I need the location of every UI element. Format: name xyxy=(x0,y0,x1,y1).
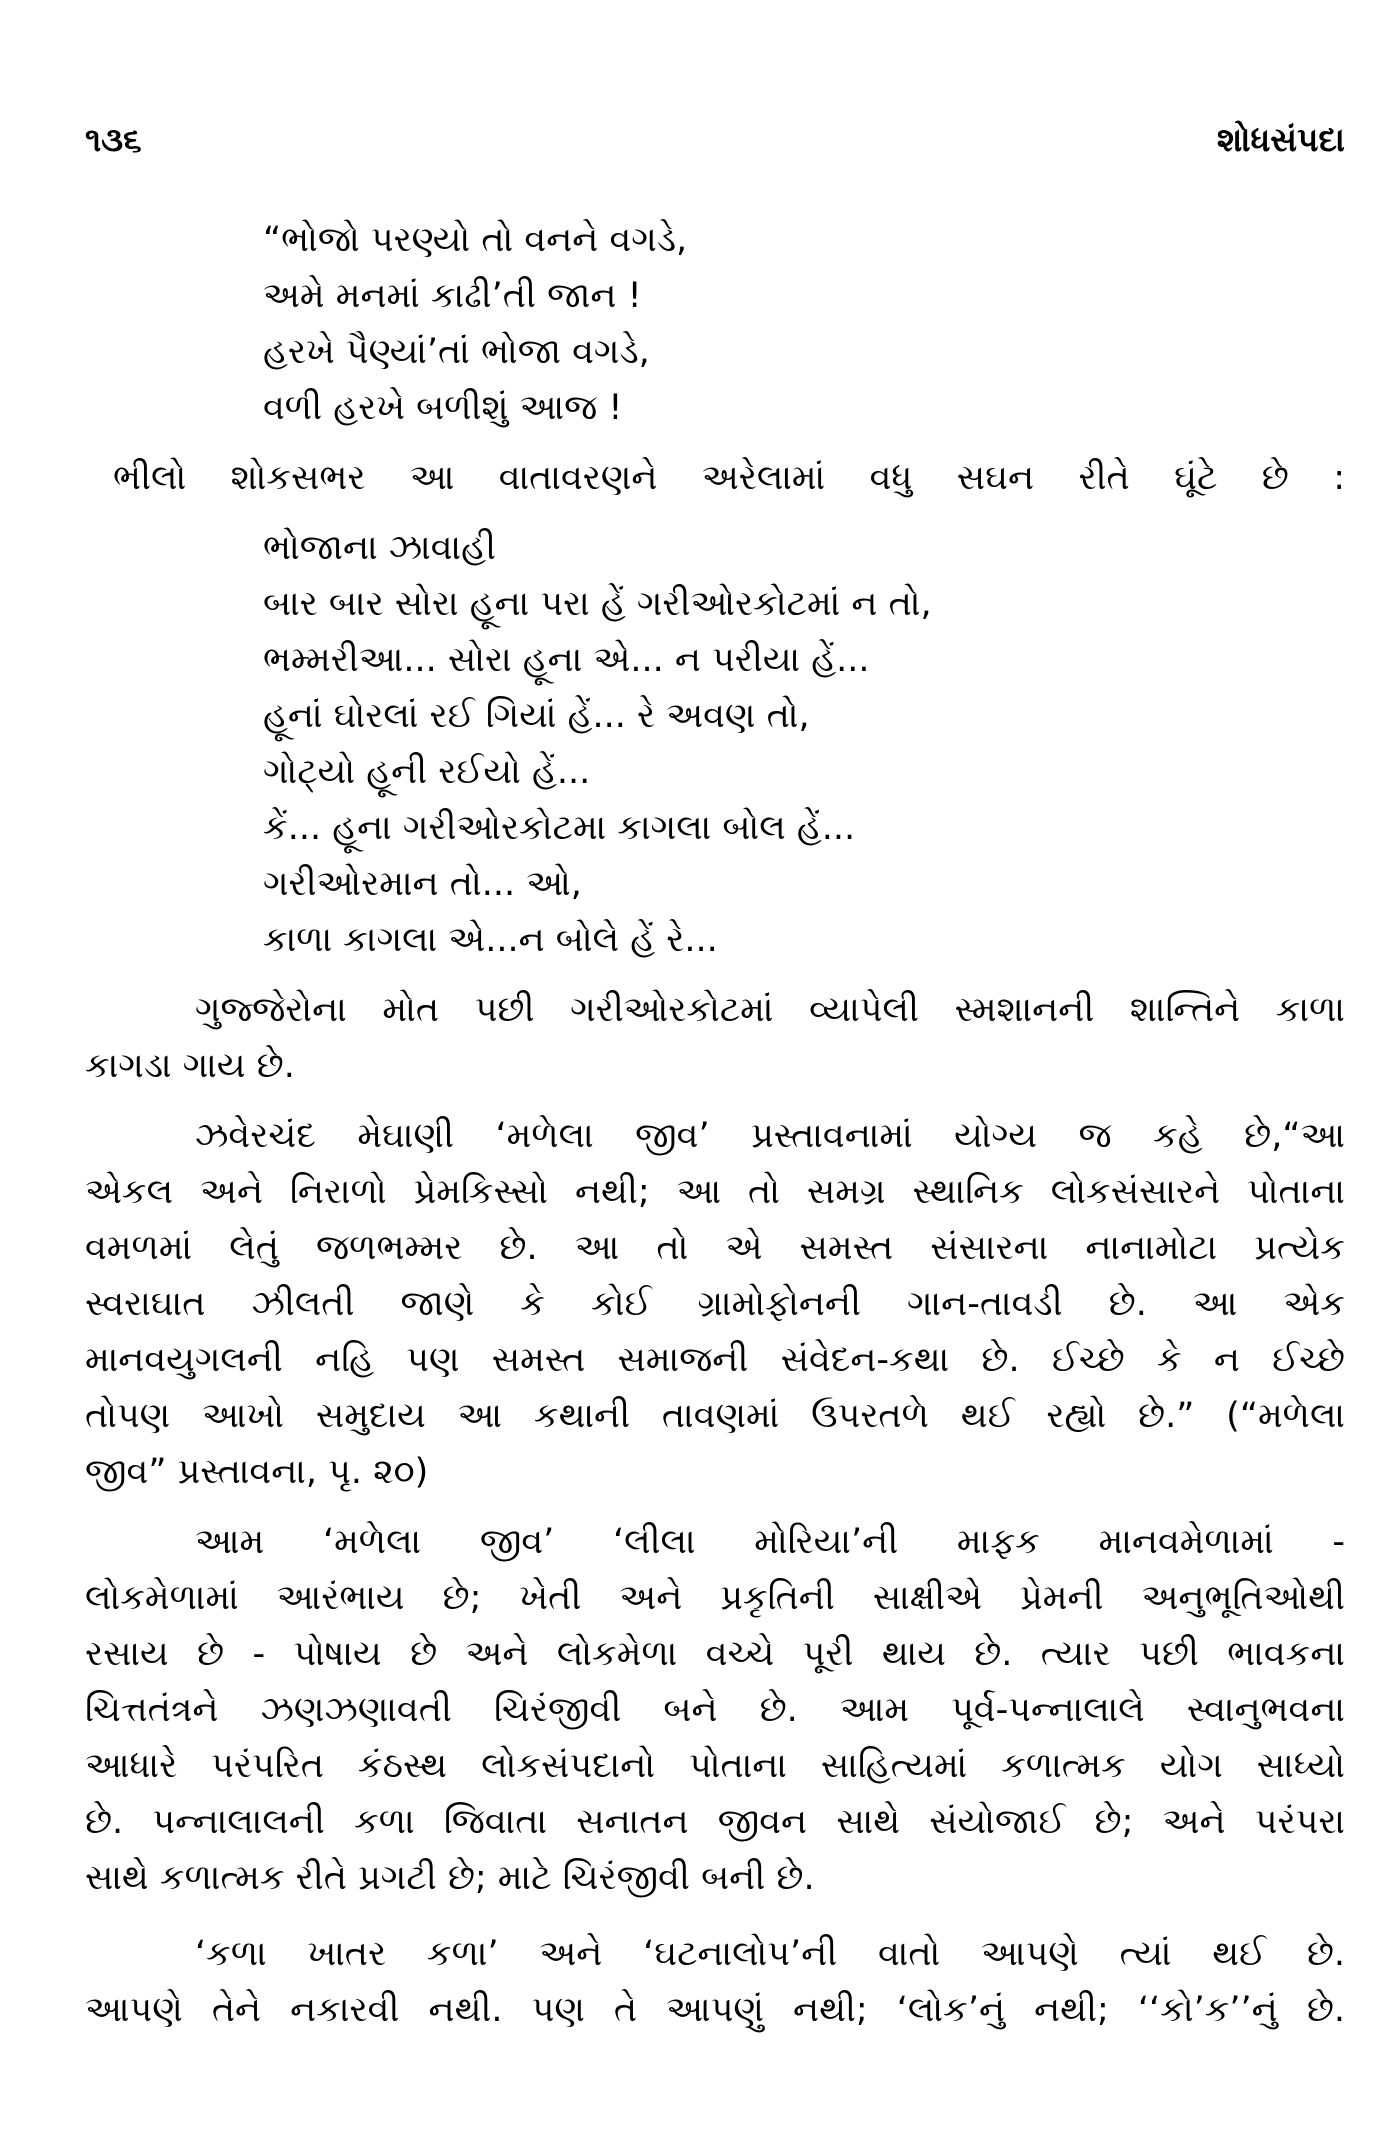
verse-line: હરખે પૈણ્યાં’તાં ભોજા વગડે, xyxy=(263,332,650,372)
verse-line: ગરીઓરમાન તો... ઓ, xyxy=(263,864,582,904)
body-line: તોપણ આખો સમુદાય આ કથાની તાવણમાં ઉપરતળે થઈ રહ્યો છે.” (“મળેલા xyxy=(85,1396,1345,1436)
verse-line: “ભોજો પરણ્યો તો વનને વગડે, xyxy=(263,220,688,260)
body-line: ગુજ્જેરોના મોત પછી ગરીઓરકોટમાં વ્યાપેલી સ્મશાનની શાન્તિને કાળા xyxy=(195,990,1345,1030)
body-line: આપણે તેને નકારવી નથી. પણ તે આપણું નથી; ‘લોક’નું નથી; ‘‘કો’ક’’નું છે. xyxy=(85,1990,1345,2030)
verse-line: બાર બાર સોરા હૂના પરા હેં ગરીઓરકોટમાં ન તો, xyxy=(263,584,932,624)
verse-line: કાળા કાગલા એ...ન બોલે હેં રે... xyxy=(263,920,718,960)
paragraph-4 xyxy=(85,1926,1345,2038)
page-number: ૧૩૬ xyxy=(85,120,142,159)
body-line: છે. પન્નાલાલની કળા જિવાતા સનાતન જીવન સાથે સંયોજાઈ છે; અને પરંપરા xyxy=(85,1802,1345,1842)
body-line: માનવયુગલની નહિ પણ સમસ્ત સમાજની સંવેદન-કથા છે. ઈચ્છે કે ન ઈચ્છે xyxy=(85,1340,1345,1380)
body-line: આમ ‘મળેલા જીવ’ ‘લીલા મોરિયા’ની માફક માનવમેળામાં - xyxy=(195,1522,1345,1562)
verse-line: ભોજાના ઝાવાહી xyxy=(263,528,497,568)
body-line: ‘કળા ખાતર કળા’ અને ‘ઘટનાલોપ’ની વાતો આપણે ત્યાં થઈ છે. xyxy=(195,1934,1345,1974)
intro-line: ભીલો શોકસભર આ વાતાવરણને અરેલામાં વધુ સઘન રીતે ઘૂંટે છે : xyxy=(113,458,1345,498)
paragraph-2 xyxy=(85,1108,1345,1500)
verse-line: ભમ્મરીઆ... સોરા હૂના એ... ન પરીયા હેં... xyxy=(263,640,870,680)
verse-line: કેં... હૂના ગરીઓરકોટમા કાગલા બોલ હેં... xyxy=(263,808,856,848)
verse-line: ગોટ્યો હૂની રઈયો હેં... xyxy=(263,752,591,792)
verse-line: અમે મનમાં કાઢી’તી જાન ! xyxy=(263,276,642,316)
body-line: ઝવેરચંદ મેઘાણી ‘મળેલા જીવ’ પ્રસ્તાવનામાં યોગ્ય જ કહે છે,“આ xyxy=(195,1116,1345,1156)
verse-block-2 xyxy=(263,520,1345,968)
body-line: રસાય છે - પોષાય છે અને લોકમેળા વચ્ચે પૂરી થાય છે. ત્યાર પછી ભાવકના xyxy=(85,1634,1345,1674)
page-header xyxy=(85,118,1345,162)
body-line: એકલ અને નિરાળો પ્રેમકિસ્સો નથી; આ તો સમગ્ર સ્થાનિક લોકસંસારને પોતાના xyxy=(85,1172,1345,1212)
verse-line: હૂનાં ઘોરલાં રઈ ગિયાં હેં... રે અવણ તો, xyxy=(263,696,810,736)
body-line: કાગડા ગાય છે. xyxy=(85,1046,295,1086)
running-title: શોધસંપદા xyxy=(1216,120,1345,159)
paragraph-3 xyxy=(85,1514,1345,1906)
verse-block-1 xyxy=(263,212,1345,436)
paragraph-1 xyxy=(85,982,1345,1094)
body-line: ચિત્તતંત્રને ઝણઝણાવતી ચિરંજીવી બને છે. આમ પૂર્વ-પન્નાલાલે સ્વાનુભવના xyxy=(85,1690,1345,1730)
body-line: સાથે કળાત્મક રીતે પ્રગટી છે; માટે ચિરંજીવી બની છે. xyxy=(85,1858,815,1898)
body-line: સ્વરાઘાત ઝીલતી જાણે કે કોઈ ગ્રામોફોનની ગાન-તાવડી છે. આ એક xyxy=(85,1284,1345,1324)
body-line: લોકમેળામાં આરંભાય છે; ખેતી અને પ્રકૃતિની સાક્ષીએ પ્રેમની અનુભૂતિઓથી xyxy=(85,1578,1345,1618)
body-line: જીવ” પ્રસ્તાવના, પૃ. ૨૦) xyxy=(85,1452,429,1492)
verse-line: વળી હરખે બળીશું આજ ! xyxy=(263,388,623,428)
body-line: વમળમાં લેતું જળભમ્મર છે. આ તો એ સમસ્ત સંસારના નાનામોટા પ્રત્યેક xyxy=(85,1228,1345,1268)
body-line: આધારે પરંપરિત કંઠસ્થ લોકસંપદાનો પોતાના સાહિત્યમાં કળાત્મક યોગ સાધ્યો xyxy=(85,1746,1345,1786)
